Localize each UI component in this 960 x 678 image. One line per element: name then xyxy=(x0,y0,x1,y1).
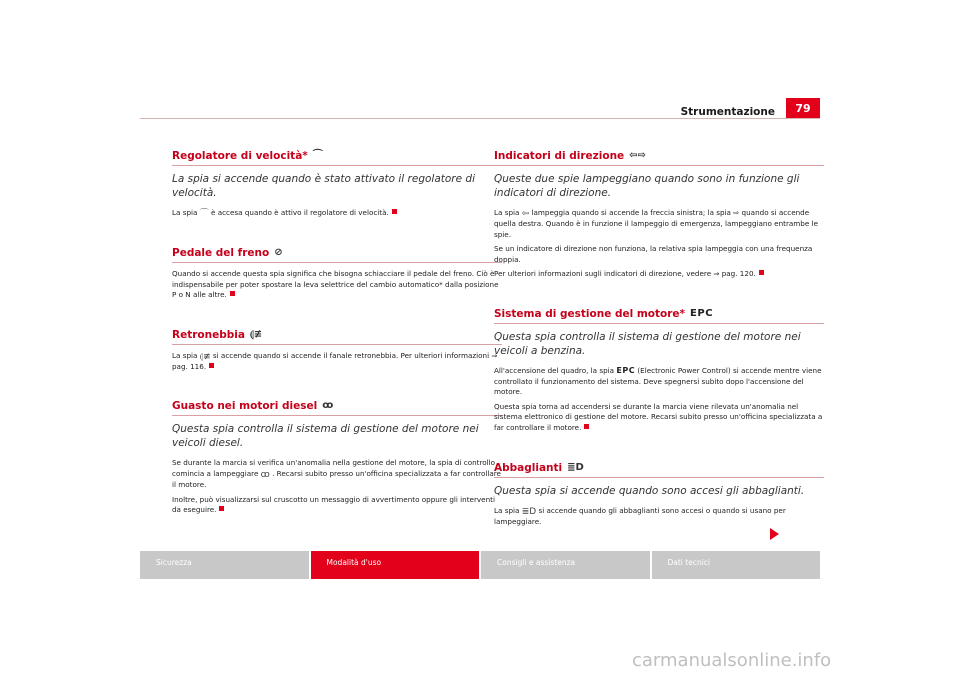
left-column xyxy=(172,150,502,544)
cruise-control-icon: ⌒ xyxy=(199,209,209,219)
rear-fog-icon: ⦇≢ xyxy=(249,328,263,340)
body-text: La spia ⦇≢ si accende quando si accende il fanale retronebbia. Per ulteriori informazioni ⇒ pag. 116. xyxy=(172,350,498,371)
section-heading xyxy=(494,150,824,166)
footer-nav xyxy=(140,551,820,579)
diesel-engine-icon: ꝏ xyxy=(322,400,334,412)
section-subtitle: Questa spia si accende quando sono accesi gli abbaglianti. xyxy=(494,484,805,497)
body-text: All'accensione del quadro, la spia EPC (Electronic Power Control) si accende mentre viene controllato il funzionamento del sistema. Deve spegnersi subito dopo l'accensione del motore. xyxy=(494,365,822,397)
high-beam-icon: ≣D xyxy=(567,461,584,473)
section-epc xyxy=(494,308,824,434)
body-text: La spia ≣D si accende quando gli abbaglianti sono accesi o quando si usano per lampeggiare. xyxy=(494,505,786,526)
right-column xyxy=(494,150,824,555)
section-heading xyxy=(494,462,824,478)
page-number: 79 xyxy=(786,98,820,118)
section-title: Pedale del freno xyxy=(172,247,270,259)
epc-icon: EPC xyxy=(616,365,636,375)
epc-icon: EPC xyxy=(690,308,714,320)
rear-fog-icon: ⦇≢ xyxy=(199,351,211,362)
section-title: Sistema di gestione del motore* xyxy=(494,307,686,320)
turn-signal-icon: ⇦ xyxy=(521,209,530,219)
body-text: La spia ⌒ è accesa quando è attivo il regolatore di velocità. xyxy=(172,208,502,219)
section-heading xyxy=(172,247,502,263)
section-subtitle: La spia si accende quando è stato attivato il regolatore di velocità. xyxy=(172,173,476,199)
tab-dati-tecnici[interactable]: Dati tecnici xyxy=(652,551,821,579)
section-heading xyxy=(494,308,824,324)
section-subtitle: Questa spia controlla il sistema di gestione del motore nei veicoli diesel. xyxy=(172,423,479,450)
section-heading xyxy=(172,400,502,416)
section-subtitle: Questa spia controlla il sistema di gestione del motore nei veicoli a benzina. xyxy=(494,330,801,357)
watermark: carmanualsonline.info xyxy=(632,650,832,671)
section-heading xyxy=(172,150,502,166)
turn-signal-icon: ⇦⇨ xyxy=(629,150,646,161)
section-title: Indicatori di direzione xyxy=(494,150,625,162)
body-text: La spia ⇦ lampeggia quando si accende la freccia sinistra; la spia ⇨ quando si accende quella destra. Quando è in funzione il lampeggio di emergenza, lampeggiano entrambe le spie. xyxy=(494,208,818,239)
header-rule xyxy=(140,118,820,119)
section-high-beam xyxy=(494,462,824,528)
body-text: Questa spia torna ad accendersi se durante la marcia viene rilevata un'anomalia nel sistema elettronico di gestione del motore. Recarsi subito presso un'officina specializzata a far controllare il motore. xyxy=(494,401,823,432)
section-rear-fog xyxy=(172,329,502,373)
cruise-control-icon: ⌒ xyxy=(312,150,323,161)
section-diesel-engine xyxy=(172,400,502,515)
diesel-engine-icon: ꝏ xyxy=(260,469,270,480)
end-mark xyxy=(584,424,589,429)
brake-pedal-icon: ⊘ xyxy=(274,247,283,258)
section-title: Regolatore di velocità* xyxy=(172,150,308,162)
body-text: Quando si accende questa spia significa che bisogna schiacciare il pedale del freno. Ciò è indispensabile per poter spostare la leva selettrice del cambio automatico* dalla posizione P o N alle altre. xyxy=(172,269,499,300)
section-subtitle: Queste due spie lampeggiano quando sono in funzione gli indicatori di direzione. xyxy=(494,173,800,199)
section-cruise-control xyxy=(172,150,502,219)
body-text: Inoltre, può visualizzarsi sul cruscotto un messaggio di avvertimento oppure gli interventi da eseguire. xyxy=(172,494,495,515)
section-title: Guasto nei motori diesel xyxy=(172,400,318,413)
next-page-arrow-icon[interactable] xyxy=(770,528,779,540)
end-mark xyxy=(219,506,224,511)
end-mark xyxy=(759,270,764,275)
section-heading xyxy=(172,329,502,345)
section-brake-pedal xyxy=(172,247,502,301)
section-title: Retronebbia xyxy=(172,328,245,341)
tab-consigli-e-assistenza[interactable]: Consigli e assistenza xyxy=(481,551,650,579)
end-mark xyxy=(392,209,397,214)
end-mark xyxy=(209,363,214,368)
body-text: Se durante la marcia si verifica un'anomalia nella gestione del motore, la spia di controllo comincia a lampeggiare ꝏ . Recarsi subito presso un'officina specializzata a far controllare il motore. xyxy=(172,458,501,489)
end-mark xyxy=(230,291,235,296)
tab-modalit-d-uso[interactable]: Modalità d'uso xyxy=(311,551,480,579)
section-turn-signal xyxy=(494,150,824,280)
high-beam-icon: ≣D xyxy=(521,506,537,517)
body-text: Se un indicatore di direzione non funziona, la relativa spia lampeggia con una frequenza doppia. xyxy=(494,244,813,264)
body-text: Per ulteriori informazioni sugli indicatori di direzione, vedere ⇒ pag. 120. xyxy=(494,269,824,280)
tab-sicurezza[interactable]: Sicurezza xyxy=(140,551,309,579)
section-title: Abbaglianti xyxy=(494,461,563,474)
header-title: Strumentazione xyxy=(680,106,775,118)
